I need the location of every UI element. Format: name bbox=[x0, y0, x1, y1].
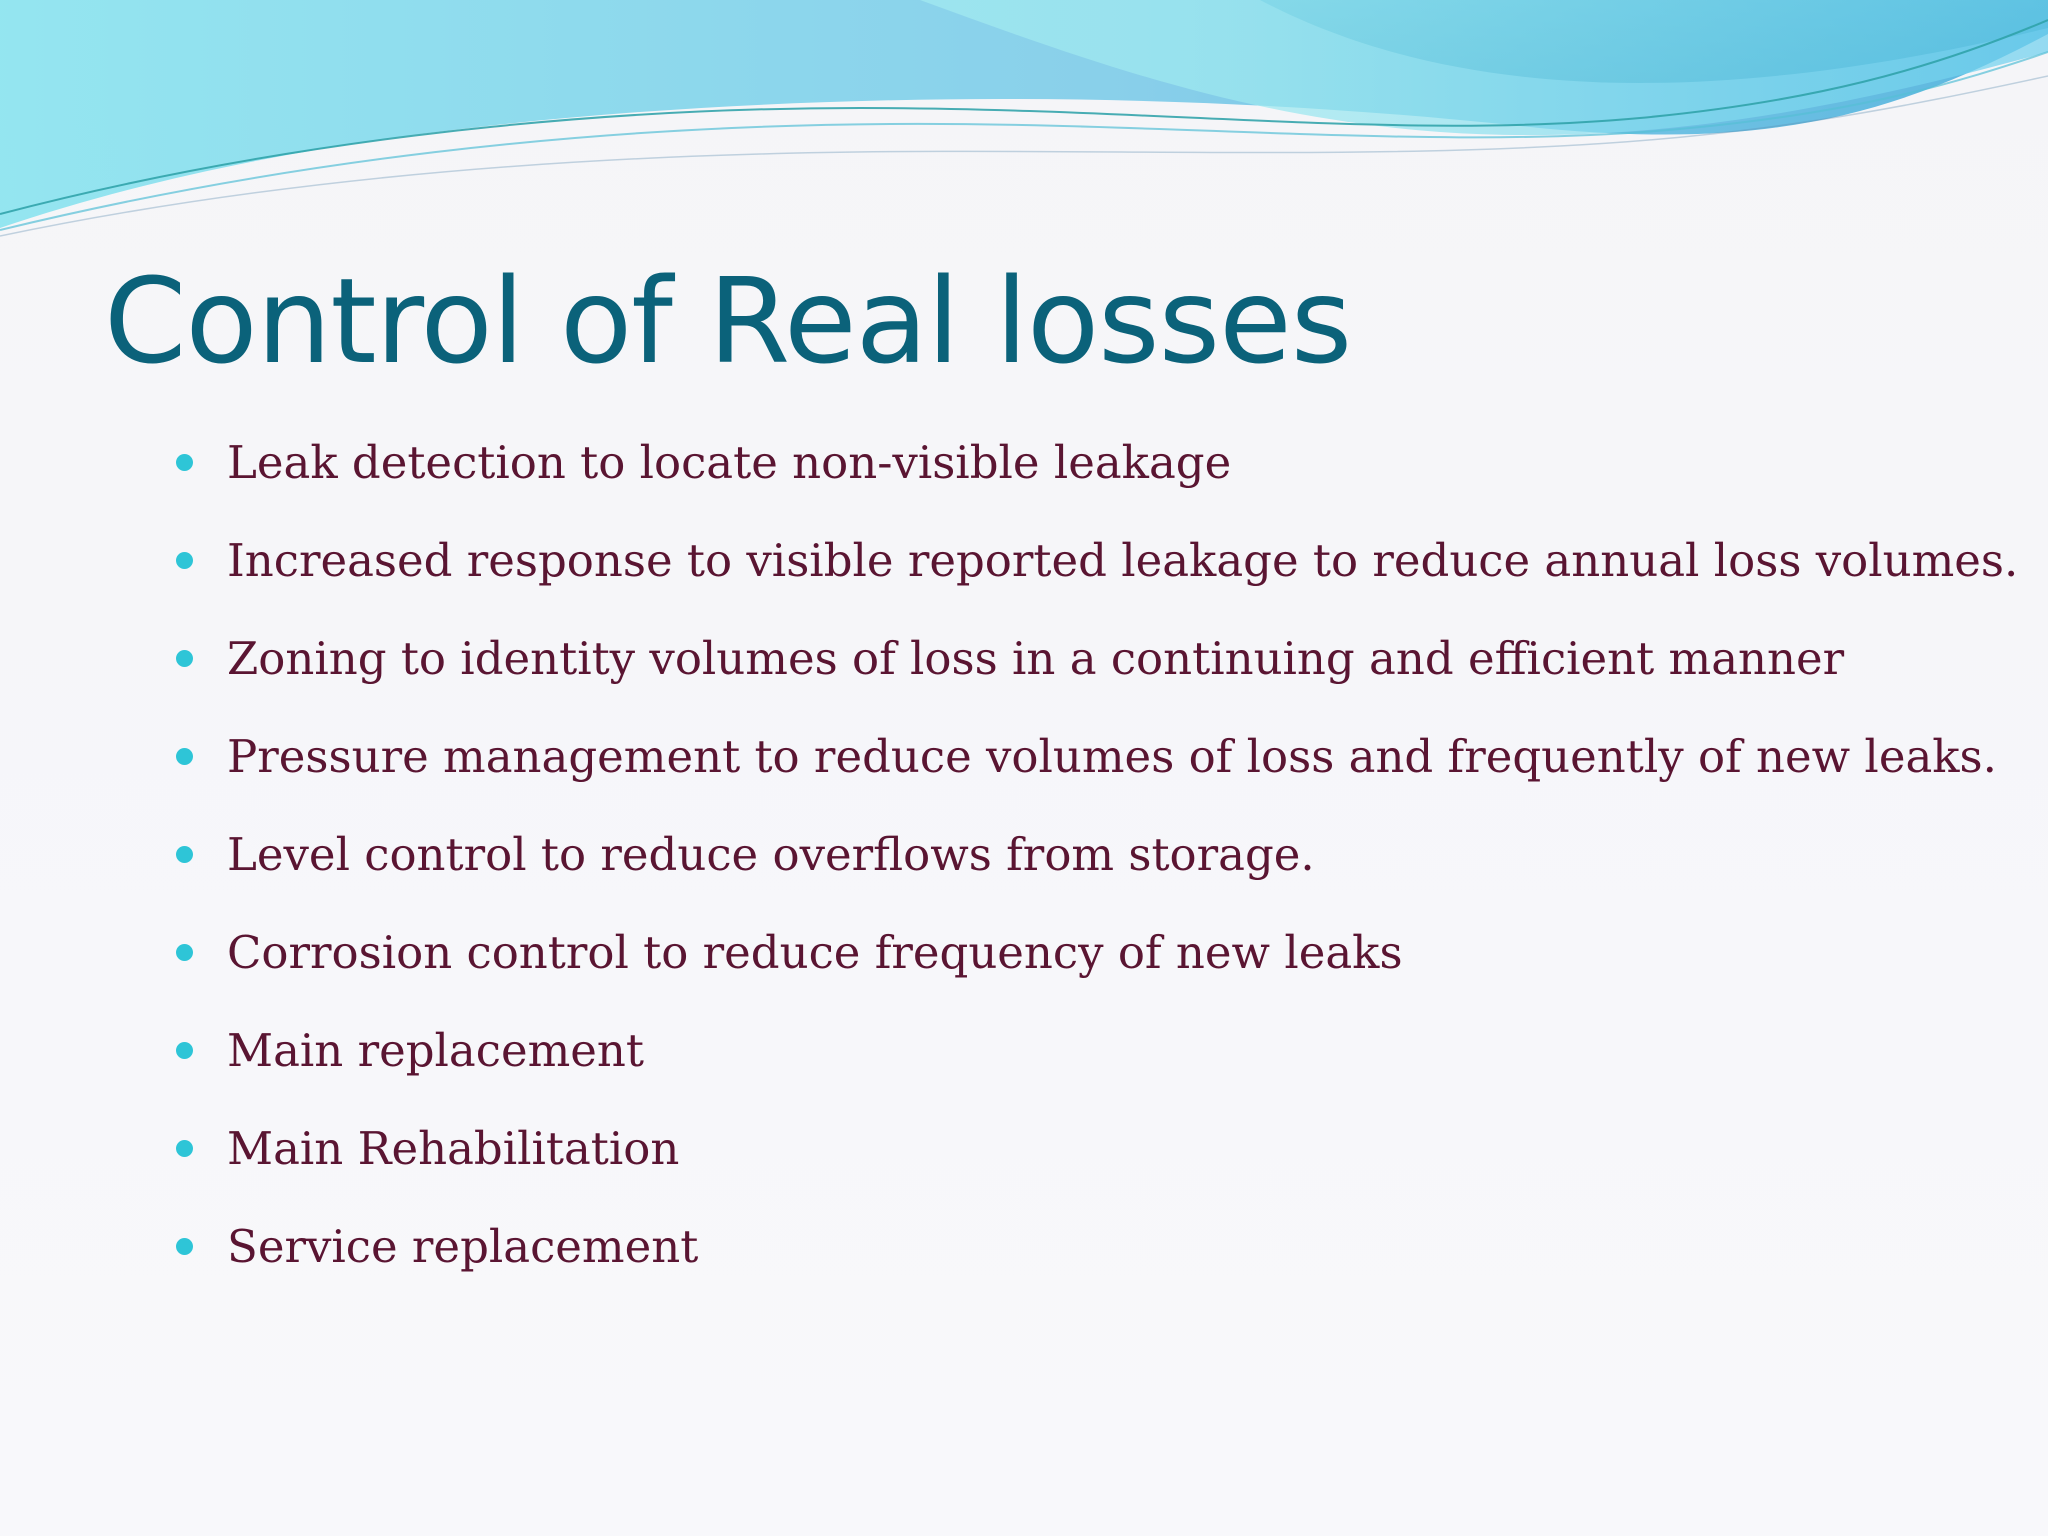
bullet-text: Level control to reduce overflows from storage. bbox=[227, 828, 1315, 881]
bullet-dot-icon bbox=[176, 1140, 193, 1157]
bullet-item bbox=[176, 433, 2018, 531]
bullet-item bbox=[176, 1021, 2018, 1119]
bullet-text: Zoning to identity volumes of loss in a continuing and efficient manner bbox=[227, 632, 1845, 685]
bullet-dot-icon bbox=[176, 944, 193, 961]
bullet-item bbox=[176, 1119, 2018, 1217]
bullet-dot-icon bbox=[176, 1238, 193, 1255]
bullet-text: Increased response to visible reported leakage to reduce annual loss volumes. bbox=[227, 534, 2019, 587]
bullet-text: Service replacement bbox=[227, 1220, 699, 1273]
bullet-item bbox=[176, 1217, 2018, 1315]
bullet-item bbox=[176, 727, 2018, 825]
bullet-text: Corrosion control to reduce frequency of new leaks bbox=[227, 926, 1403, 979]
bullet-item bbox=[176, 923, 2018, 1021]
bullet-dot-icon bbox=[176, 650, 193, 667]
bullet-list bbox=[176, 433, 2018, 1315]
bullet-text: Main replacement bbox=[227, 1024, 644, 1077]
bullet-dot-icon bbox=[176, 552, 193, 569]
slide-title: Control of Real losses bbox=[104, 252, 1352, 390]
bullet-item bbox=[176, 531, 2018, 629]
decorative-wave-header bbox=[0, 0, 2048, 240]
bullet-text: Pressure management to reduce volumes of loss and frequently of new leaks. bbox=[227, 730, 1997, 783]
bullet-dot-icon bbox=[176, 846, 193, 863]
bullet-item bbox=[176, 825, 2018, 923]
bullet-dot-icon bbox=[176, 748, 193, 765]
bullet-text: Leak detection to locate non-visible leakage bbox=[227, 436, 1232, 489]
bullet-dot-icon bbox=[176, 1042, 193, 1059]
bullet-item bbox=[176, 629, 2018, 727]
bullet-dot-icon bbox=[176, 454, 193, 471]
bullet-text: Main Rehabilitation bbox=[227, 1122, 680, 1175]
